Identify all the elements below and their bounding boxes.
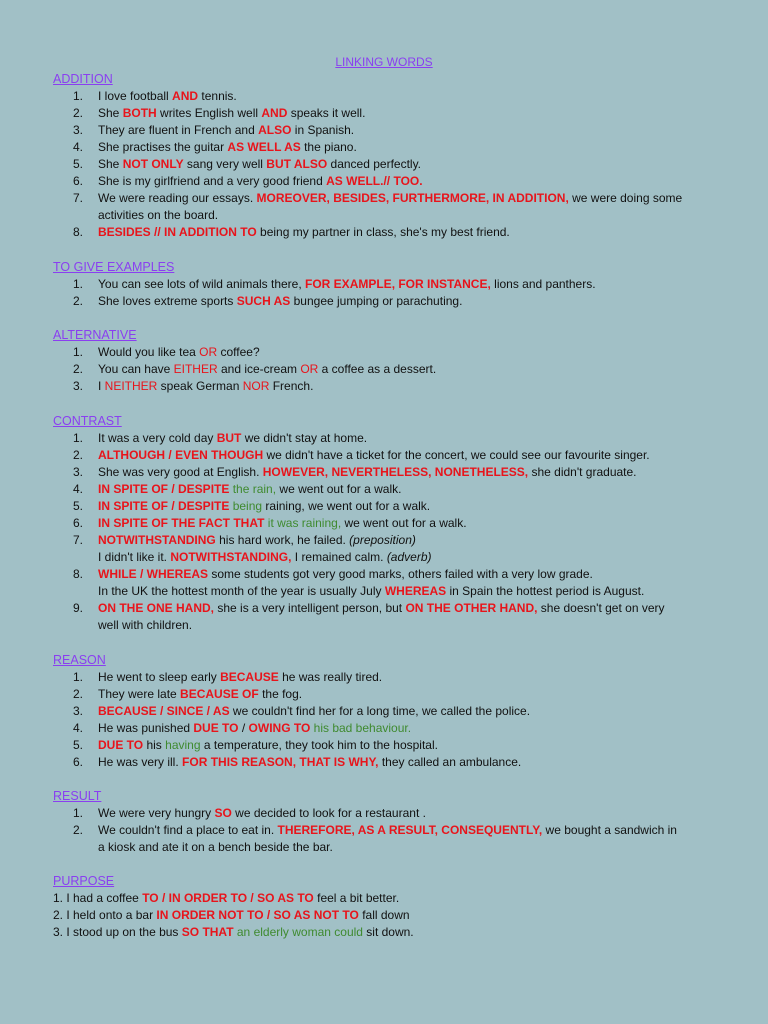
text-segment: He was very ill. — [98, 755, 183, 769]
text-segment: we didn't stay at home. — [241, 431, 368, 445]
list-item — [53, 105, 733, 122]
linking-word: ALSO — [258, 123, 292, 137]
linking-word: SO THAT — [181, 925, 234, 939]
list-item — [53, 207, 733, 224]
text-segment: some students got very good marks, others failed with a very low grade. — [208, 567, 593, 581]
section-reason — [53, 652, 733, 771]
text-segment: They are fluent in French and — [98, 123, 259, 137]
text-segment: she is a very intelligent person, but — [214, 601, 406, 615]
list-item — [53, 583, 733, 600]
list-item — [53, 600, 733, 617]
list-item — [53, 617, 733, 634]
item-text — [53, 890, 733, 907]
item-text — [53, 156, 733, 173]
section-heading: PURPOSE — [53, 874, 115, 888]
linking-word: BUT ALSO — [266, 157, 328, 171]
item-number: 9. — [73, 601, 84, 615]
text-segment: a coffee as a dessert. — [318, 362, 437, 376]
list-item — [53, 754, 733, 771]
item-text — [53, 805, 733, 822]
text-segment: his hard work, he failed. — [215, 533, 350, 547]
item-text — [53, 139, 733, 156]
item-text — [53, 361, 733, 378]
text-segment: speak German — [157, 379, 243, 393]
text-segment: lions and panthers. — [490, 277, 596, 291]
text-segment: sang very well — [183, 157, 267, 171]
list-item — [53, 924, 733, 941]
item-number: 1. — [73, 806, 84, 820]
text-segment: and ice-cream — [217, 362, 301, 376]
list-item — [53, 549, 733, 566]
linking-word: BECAUSE OF — [180, 687, 259, 701]
item-text — [53, 737, 733, 754]
item-number: 6. — [73, 755, 84, 769]
item-text — [53, 669, 733, 686]
list-item — [53, 447, 733, 464]
linking-word: IN SPITE OF / DESPITE — [98, 499, 230, 513]
linking-word: HOWEVER, NEVERTHELESS, NONETHELESS, — [262, 465, 529, 479]
item-number: 1. — [73, 89, 84, 103]
text-segment: 2. I held onto a bar — [53, 908, 157, 922]
list-item — [53, 378, 733, 395]
linking-word: AS WELL.// TOO. — [326, 174, 423, 188]
linking-word: THEREFORE, AS A RESULT, CONSEQUENTLY, — [277, 823, 543, 837]
text-segment: Would you like tea — [98, 345, 200, 359]
list-item — [53, 481, 733, 498]
item-text — [53, 583, 733, 600]
linking-word: DUE TO — [193, 721, 239, 735]
linking-word: FOR THIS REASON, THAT IS WHY, — [182, 755, 379, 769]
section-heading: REASON — [53, 653, 106, 667]
text-segment: bungee jumping or parachuting. — [290, 294, 463, 308]
highlight-phrase: his bad behaviour. — [310, 721, 412, 735]
list-item — [53, 805, 733, 822]
text-segment: (preposition) — [349, 533, 416, 547]
item-text — [53, 907, 733, 924]
list-item — [53, 276, 733, 293]
item-text — [53, 754, 733, 771]
item-number: 3. — [73, 704, 84, 718]
text-segment: she doesn't get on very — [537, 601, 665, 615]
item-number: 5. — [73, 499, 84, 513]
text-segment: we decided to look for a restaurant . — [231, 806, 426, 820]
item-number: 2. — [73, 106, 84, 120]
item-text — [53, 686, 733, 703]
item-text — [53, 276, 733, 293]
linking-word: NEITHER — [104, 379, 158, 393]
list-item — [53, 839, 733, 856]
list-item — [53, 669, 733, 686]
text-segment: a temperature, they took him to the hospital. — [200, 738, 438, 752]
list-item — [53, 173, 733, 190]
item-number: 1. — [73, 277, 84, 291]
item-text — [53, 224, 733, 241]
text-segment: She — [98, 157, 123, 171]
linking-word: WHILE / WHEREAS — [98, 567, 208, 581]
item-number: 3. — [73, 465, 84, 479]
item-text — [53, 839, 733, 856]
item-number: 1. — [73, 345, 84, 359]
text-segment: I — [98, 379, 105, 393]
section-heading: ALTERNATIVE — [53, 328, 137, 342]
text-segment: coffee? — [217, 345, 260, 359]
section-contrast — [53, 413, 733, 634]
text-segment: She is my girlfriend and a very good friend — [98, 174, 327, 188]
text-segment: You can have — [98, 362, 174, 376]
item-number: 2. — [73, 362, 84, 376]
item-text — [53, 549, 733, 566]
list-item — [53, 737, 733, 754]
item-number: 6. — [73, 516, 84, 530]
text-segment: we didn't have a ticket for the concert, we could see our favourite singer. — [263, 448, 650, 462]
page-title: LINKING WORDS — [335, 55, 433, 69]
text-segment: we went out for a walk. — [276, 482, 402, 496]
item-text — [53, 105, 733, 122]
list-item — [53, 361, 733, 378]
item-number: 4. — [73, 721, 84, 735]
item-text — [53, 617, 733, 634]
list-item — [53, 430, 733, 447]
item-text — [53, 600, 733, 617]
text-segment: the fog. — [258, 687, 303, 701]
list-item — [53, 822, 733, 839]
list-item — [53, 720, 733, 737]
text-segment: You can see lots of wild animals there, — [98, 277, 306, 291]
item-text — [53, 515, 733, 532]
linking-word: NOTWITHSTANDING, — [170, 550, 292, 564]
item-text — [53, 703, 733, 720]
item-text — [53, 378, 733, 395]
highlight-phrase: being — [229, 499, 263, 513]
section-addition — [53, 71, 733, 241]
list-item — [53, 88, 733, 105]
item-text — [53, 190, 733, 207]
linking-word: ON THE OTHER HAND, — [405, 601, 538, 615]
list-item — [53, 139, 733, 156]
linking-word: BOTH — [122, 106, 157, 120]
text-segment: We were reading our essays. — [98, 191, 257, 205]
text-segment: In the UK the hottest month of the year is usually July — [98, 584, 385, 598]
section-heading: TO GIVE EXAMPLES — [53, 260, 175, 274]
text-segment: She was very good at English. — [98, 465, 263, 479]
item-text — [53, 481, 733, 498]
item-number: 1. — [73, 670, 84, 684]
text-segment: they called an ambulance. — [378, 755, 522, 769]
item-number: 3. — [73, 123, 84, 137]
item-text — [53, 822, 733, 839]
highlight-phrase: it was raining, — [264, 516, 342, 530]
item-text — [53, 566, 733, 583]
linking-word: OWING TO — [248, 721, 311, 735]
linking-word: IN SPITE OF / DESPITE — [98, 482, 230, 496]
list-item — [53, 224, 733, 241]
item-text — [53, 498, 733, 515]
linking-word: ALTHOUGH / EVEN THOUGH — [98, 448, 264, 462]
text-segment: tennis. — [198, 89, 237, 103]
text-segment: / — [238, 721, 249, 735]
item-number: 1. — [73, 431, 84, 445]
text-segment: I remained calm. — [291, 550, 387, 564]
linking-word: EITHER — [173, 362, 218, 376]
section-heading: CONTRAST — [53, 414, 122, 428]
list-item — [53, 190, 733, 207]
item-text — [53, 532, 733, 549]
linking-word: NOTWITHSTANDING — [98, 533, 216, 547]
highlight-phrase: the rain, — [229, 482, 277, 496]
text-segment: He was punished — [98, 721, 194, 735]
linking-word: OR — [300, 362, 319, 376]
linking-word: ON THE ONE HAND, — [98, 601, 215, 615]
linking-word: BUT — [216, 431, 242, 445]
text-segment: He went to sleep early — [98, 670, 221, 684]
highlight-phrase: an elderly woman could — [233, 925, 363, 939]
text-segment: raining, we went out for a walk. — [262, 499, 431, 513]
text-segment: It was a very cold day — [98, 431, 217, 445]
text-segment: his — [143, 738, 166, 752]
linking-word: BECAUSE — [220, 670, 279, 684]
list-item — [53, 907, 733, 924]
highlight-phrase: having — [165, 738, 201, 752]
item-number: 2. — [73, 823, 84, 837]
text-segment: a kiosk and ate it on a bench beside the bar. — [98, 840, 333, 854]
text-segment: she didn't graduate. — [528, 465, 637, 479]
item-text — [53, 344, 733, 361]
text-segment: She — [98, 106, 123, 120]
text-segment: we went out for a walk. — [341, 516, 467, 530]
text-segment: in Spain the hottest period is August. — [446, 584, 645, 598]
item-text — [53, 207, 733, 224]
section-heading: RESULT — [53, 789, 102, 803]
item-number: 5. — [73, 157, 84, 171]
text-segment: we were doing some — [568, 191, 683, 205]
list-item — [53, 156, 733, 173]
text-segment: She loves extreme sports — [98, 294, 237, 308]
text-segment: we couldn't find her for a long time, we called the police. — [229, 704, 531, 718]
item-number: 2. — [73, 687, 84, 701]
section-alternative — [53, 327, 733, 395]
item-number: 7. — [73, 191, 84, 205]
text-segment: sit down. — [362, 925, 414, 939]
text-segment: well with children. — [98, 618, 193, 632]
item-number: 8. — [73, 567, 84, 581]
list-item — [53, 293, 733, 310]
text-segment: speaks it well. — [287, 106, 366, 120]
section-purpose — [53, 873, 733, 941]
item-text — [53, 173, 733, 190]
text-segment: 1. I had a coffee — [53, 891, 143, 905]
text-segment: writes English well — [156, 106, 262, 120]
item-number: 6. — [73, 174, 84, 188]
list-item — [53, 344, 733, 361]
list-item — [53, 498, 733, 515]
text-segment: I love football — [98, 89, 173, 103]
text-segment: danced perfectly. — [327, 157, 422, 171]
linking-word: NOR — [242, 379, 270, 393]
text-segment: I didn't like it. — [98, 550, 171, 564]
item-number: 8. — [73, 225, 84, 239]
section-heading: ADDITION — [53, 72, 113, 86]
list-item — [53, 890, 733, 907]
list-item — [53, 703, 733, 720]
linking-word: FOR EXAMPLE, FOR INSTANCE, — [305, 277, 491, 291]
item-text — [53, 464, 733, 481]
text-segment: feel a bit better. — [313, 891, 400, 905]
linking-word: OR — [199, 345, 218, 359]
item-text — [53, 720, 733, 737]
linking-word: IN SPITE OF THE FACT THAT — [98, 516, 265, 530]
item-text — [53, 924, 733, 941]
linking-word: SUCH AS — [236, 294, 291, 308]
list-item — [53, 686, 733, 703]
linking-word: WHEREAS — [384, 584, 447, 598]
item-number: 3. — [73, 379, 84, 393]
linking-word: BECAUSE / SINCE / AS — [98, 704, 230, 718]
item-number: 2. — [73, 448, 84, 462]
text-segment: fall down — [358, 908, 410, 922]
item-text — [53, 293, 733, 310]
section-examples — [53, 259, 733, 310]
linking-word: AND — [261, 106, 288, 120]
text-segment: the piano. — [300, 140, 357, 154]
text-segment: They were late — [98, 687, 181, 701]
text-segment: She practises the guitar — [98, 140, 228, 154]
text-segment: we bought a sandwich in — [542, 823, 677, 837]
text-segment: We were very hungry — [98, 806, 215, 820]
item-text — [53, 88, 733, 105]
text-segment: activities on the board. — [98, 208, 219, 222]
list-item — [53, 566, 733, 583]
text-segment: We couldn't find a place to eat in. — [98, 823, 278, 837]
linking-word: NOT ONLY — [122, 157, 184, 171]
item-number: 4. — [73, 140, 84, 154]
item-number: 2. — [73, 294, 84, 308]
text-segment: he was really tired. — [278, 670, 383, 684]
text-segment: 3. I stood up on the bus — [53, 925, 182, 939]
text-segment: in Spanish. — [291, 123, 355, 137]
linking-word: AND — [172, 89, 199, 103]
item-number: 7. — [73, 533, 84, 547]
linking-word: DUE TO — [98, 738, 144, 752]
section-result — [53, 788, 733, 856]
text-segment: being my partner in class, she's my best friend. — [256, 225, 510, 239]
list-item — [53, 464, 733, 481]
list-item — [53, 532, 733, 549]
linking-word: IN ORDER NOT TO / SO AS NOT TO — [156, 908, 359, 922]
item-number: 4. — [73, 482, 84, 496]
item-number: 5. — [73, 738, 84, 752]
list-item — [53, 122, 733, 139]
linking-word: BESIDES // IN ADDITION TO — [98, 225, 257, 239]
item-text — [53, 447, 733, 464]
item-text — [53, 122, 733, 139]
linking-word: AS WELL AS — [227, 140, 301, 154]
text-segment: (adverb) — [386, 550, 432, 564]
item-text — [53, 430, 733, 447]
linking-word: MOREOVER, BESIDES, FURTHERMORE, IN ADDITION, — [256, 191, 569, 205]
linking-word: SO — [214, 806, 232, 820]
text-segment: French. — [269, 379, 314, 393]
linking-word: TO / IN ORDER TO / SO AS TO — [142, 891, 314, 905]
list-item — [53, 515, 733, 532]
